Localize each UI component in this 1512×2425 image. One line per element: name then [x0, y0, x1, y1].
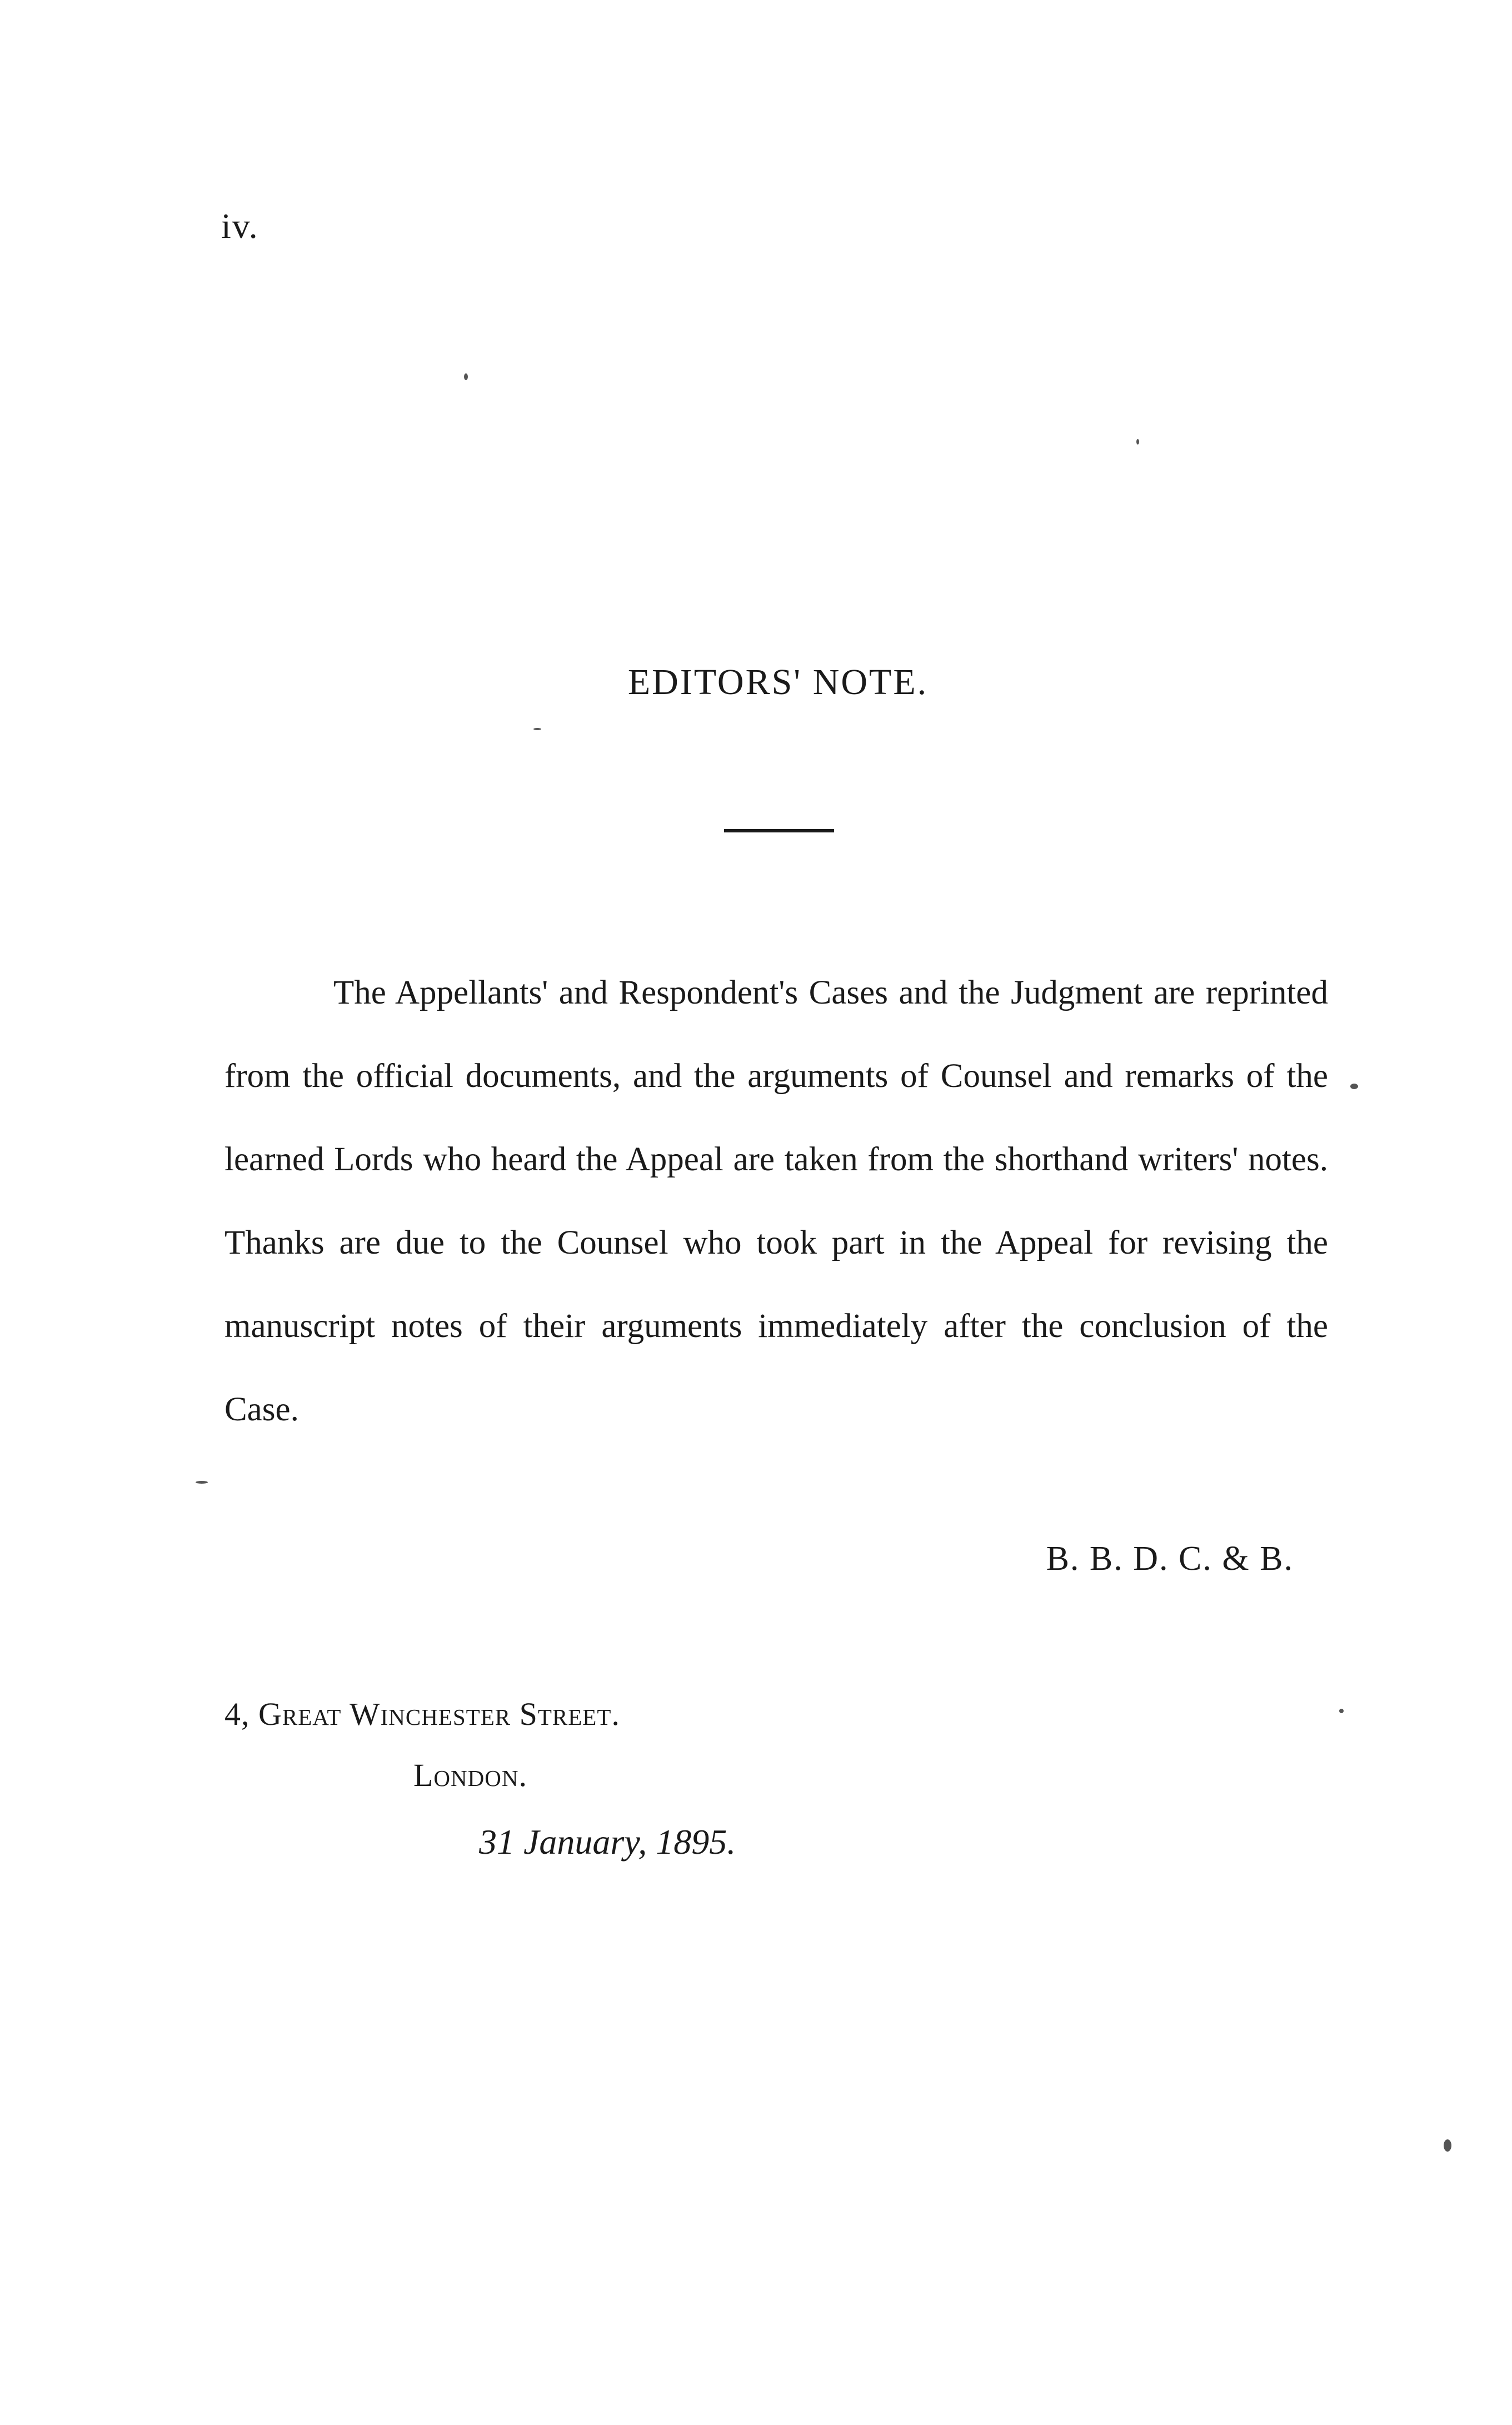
page-number: iv. [221, 206, 259, 246]
scan-speck [1136, 439, 1139, 445]
scan-speck [533, 728, 541, 730]
scan-speck [196, 1481, 208, 1484]
body-paragraph: The Appellants' and Respondent's Cases and the Judgment are reprinted from the official documents, and the arguments of Counsel and remarks of the learned Lords who heard the Appeal are taken from the shorthand writers' notes. Thanks are due to the Counsel who took part in the Appeal for revising the manuscript notes of their arguments immediately after the conclusion of the Case. [224, 974, 1328, 1428]
address-block [224, 1684, 620, 1806]
scan-speck [1339, 1709, 1344, 1713]
heading-rule [724, 829, 834, 832]
signature: B. B. D. C. & B. [1046, 1540, 1294, 1578]
scan-speck [1444, 2139, 1451, 2152]
scan-speck [464, 373, 468, 380]
address-line-street: 4, Great Winchester Street. [224, 1696, 620, 1732]
date-line: 31 January, 1895. [479, 1822, 736, 1862]
address-line-city: London. [413, 1757, 527, 1793]
scan-speck [1350, 1084, 1358, 1089]
section-heading: EDITORS' NOTE. [627, 662, 929, 702]
